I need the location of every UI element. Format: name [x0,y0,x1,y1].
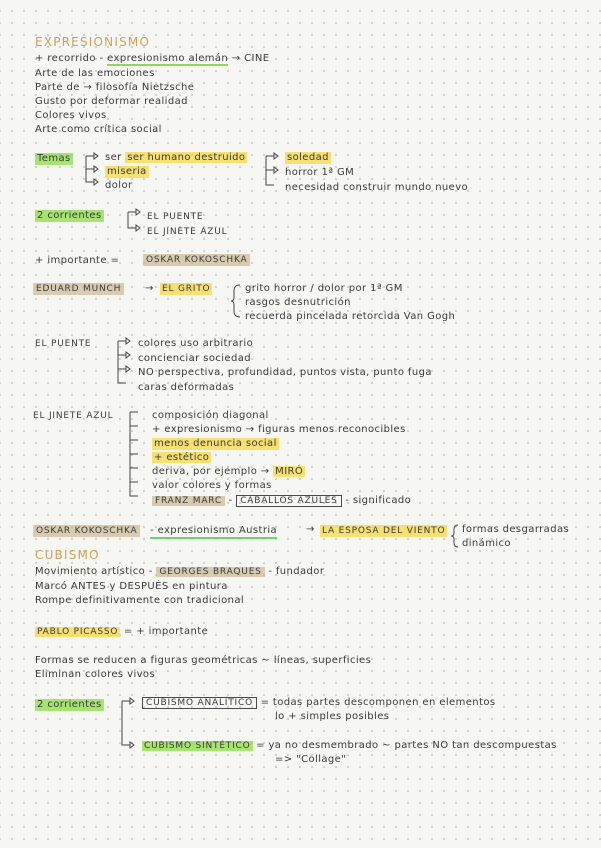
label-2-corrientes-cubismo: 2 corrientes [37,699,102,710]
puente-item: NO perspectiva, profundidad, puntos vista, punto fuga [138,367,432,378]
cubismo-analitico-line: CUBISMO ANALÍTICO = todas partes descomponen en elementos [142,697,495,709]
tema-item: horror 1ª GM [285,167,355,178]
brace-icon [230,283,242,319]
munch-item: recuerda pincelada retorcida Van Gogh [245,311,456,322]
cubismo-sintetico-line: CUBISMO SINTÉTICO = ya no desmembrado ~ partes NO tan descompuestas [144,740,557,751]
caballos-azules-box: CABALLOS AZULES [236,495,341,507]
arrow-right-icon: → [306,524,315,535]
bracket-arrows-icon [118,697,142,753]
section-title-expresionismo: EXPRESIONISMO [35,35,151,49]
name-eduard-munch: EDUARD MUNCH [33,283,124,295]
work-el-grito: EL GRITO [162,284,211,294]
note-line: Arte de las emociones [35,68,155,79]
arrow-right-icon: → [231,53,241,64]
name-oskar-kokoschka: OSKAR KOKOSCHKA [143,254,250,266]
note-line: => "Collage" [275,754,347,765]
note-line: - expresionismo Austria [150,525,277,539]
note-line: Parte de → filosofía Nietzsche [35,82,195,93]
jinete-item: + estético [154,452,210,463]
note-line: Gusto por deformar realidad [35,96,188,107]
kokoschka-item: dinámico [462,538,511,549]
arrow-right-icon: → [83,82,93,93]
brace-icon [450,523,460,549]
cubismo-analitico-label: CUBISMO ANALÍTICO [142,697,257,709]
jinete-item: + expresionismo → figuras menos reconocibles [152,424,406,435]
note-line: + recorrido - expresionismo alemán → CINE [35,53,270,64]
tema-item: miseria [107,166,147,177]
bracket-arrows-icon [262,152,284,190]
jinete-item: composición diagonal [152,410,269,421]
section-title-cubismo: CUBISMO [35,548,100,562]
tema-item: soledad [287,152,329,163]
label-temas: Temas [37,153,71,164]
munch-item: rasgos desnutrición [245,297,351,308]
note-line: Formas se reducen a figuras geométricas ~ líneas, superficies [35,655,372,666]
corriente-el-jinete-azul: EL JINETE AZUL [147,227,228,237]
cubismo-sintetico-label: CUBISMO SINTÉTICO [144,741,251,751]
note-line: Colores vivos [35,110,107,121]
tema-item: ser ser humano destruido [105,152,246,163]
bracket-arrows-icon [114,337,138,389]
note-line: Rompe definitivamente con tradicional [35,595,245,606]
munch-item: grito horror / dolor por 1ª GM [245,283,403,294]
note-line: Movimiento artístico - GEORGES BRAQUES - fundador [35,566,325,577]
corriente-el-puente: EL PUENTE [147,212,204,222]
bracket-arrows-icon [82,152,104,188]
name-oskar-kokoschka-2: OSKAR KOKOSCHKA [33,525,140,537]
note-line: Marcó ANTES y DESPUÉS en pintura [35,581,228,592]
jinete-item: deriva, por ejemplo → MIRÓ [152,466,304,477]
jinete-item: menos denuncia social [154,438,277,449]
kokoschka-item: formas desgarradas [462,524,570,535]
bracket-arrows-icon [126,408,150,504]
note-line: Eliminan colores vivos [35,669,156,680]
note-line: Arte como crítica social [35,124,162,135]
work-la-esposa-del-viento: LA ESPOSA DEL VIENTO [322,526,446,536]
label-el-puente: EL PUENTE [35,339,92,349]
note-line: lo + simples posibles [275,711,390,722]
note-line: PABLO PICASSO = + importante [37,626,209,637]
note-line: + importante = [35,255,120,266]
arrow-right-icon: → [145,283,154,294]
label-2-corrientes: 2 corrientes [37,210,102,221]
puente-item: colores uso arbitrario [138,338,254,349]
label-el-jinete-azul: EL JINETE AZUL [33,411,114,421]
puente-item: caras deformadas [138,382,235,393]
puente-item: concienciar sociedad [138,353,251,364]
tema-item: necesidad construir mundo nuevo [285,182,469,193]
tema-item: dolor [105,180,133,191]
bracket-arrows-icon [124,208,146,234]
jinete-item: FRANZ MARC - CABALLOS AZULES - significado [152,495,411,507]
jinete-item: valor colores y formas [152,480,272,491]
